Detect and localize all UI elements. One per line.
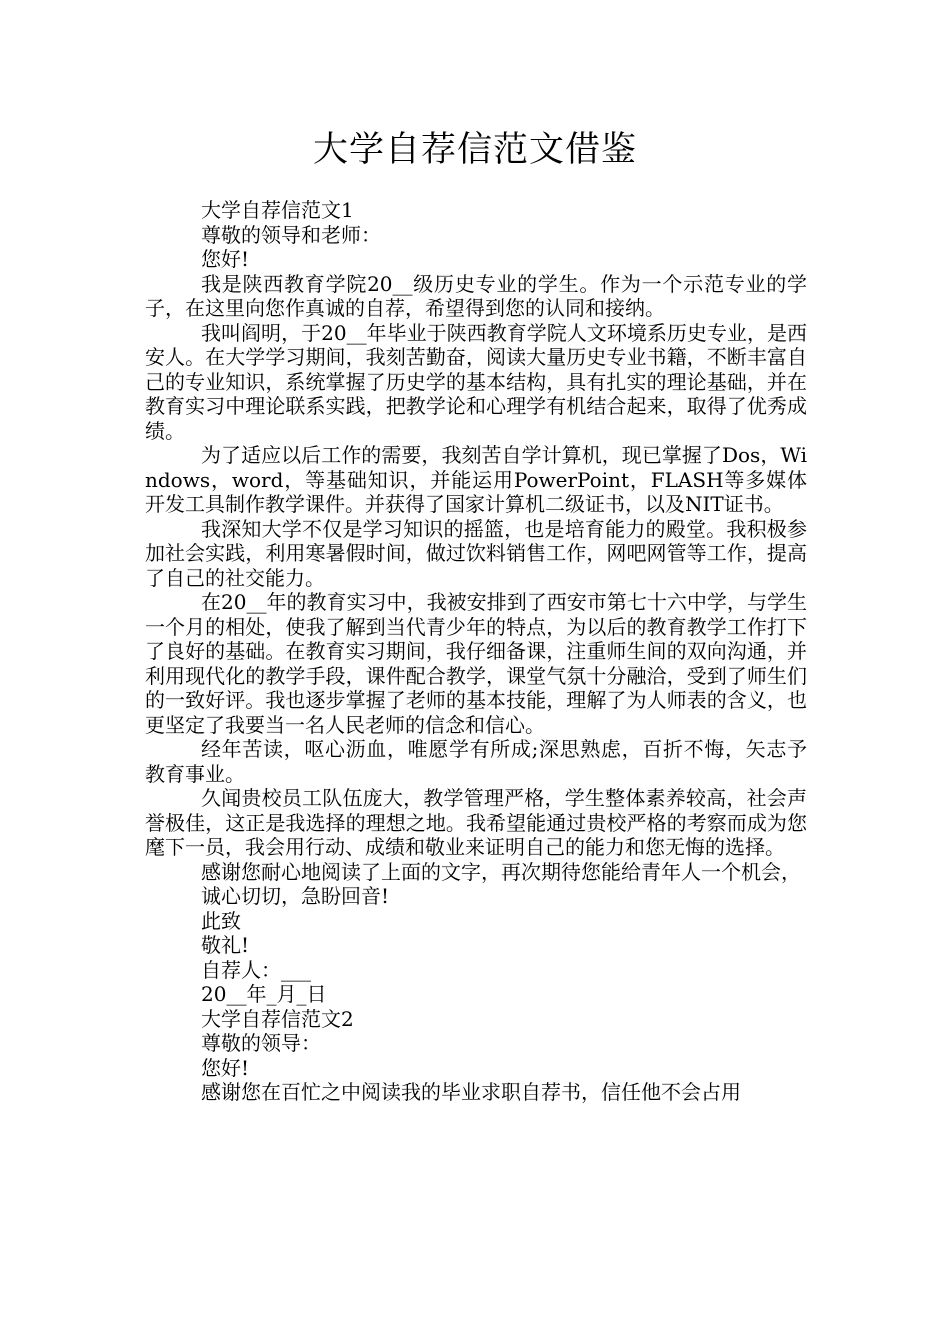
letter1-paragraph: 我是陕西教育学院20__级历史专业的学生。作为一个示范专业的学子，在这里向您作真诚的自荐，希望得到您的认同和接纳。 <box>145 271 807 320</box>
letter1-paragraph: 我叫阎明，于20__年毕业于陕西教育学院人文环境系历史专业，是西安人。在大学学习期间，我刻苦勤奋，阅读大量历史专业书籍，不断丰富自己的专业知识，系统掌握了历史学的基本结构，具有扎实的理论基础，并在教育实习中理论联系实践，把教学论和心理学有机结合起来，取得了优秀成绩。 <box>145 320 807 443</box>
letter2-greeting: 您好! <box>201 1055 250 1080</box>
document-body <box>145 198 807 1105</box>
letter2-heading: 大学自荐信范文2 <box>201 1006 354 1031</box>
letter1-signature: 自荐人：___ <box>201 957 311 982</box>
document-title: 大学自荐信范文借鉴 <box>312 130 637 170</box>
letter1-date: 20__年_月_日 <box>201 982 327 1006</box>
letter2-paragraph: 感谢您在百忙之中阅读我的毕业求职自荐书，信任他不会占用 <box>201 1080 741 1104</box>
letter1-salutation: 尊敬的领导和老师： <box>201 222 381 247</box>
letter1-paragraph: 久闻贵校员工队伍庞大，教学管理严格，学生整体素养较高，社会声誉极佳，这正是我选择的理想之地。我希望能通过贵校严格的考察而成为您麾下一员，我会用行动、成绩和敬业来证明自己的能力和您无悔的选择。 <box>145 786 807 859</box>
letter1-greeting: 您好! <box>201 247 250 271</box>
letter1-paragraph: 在20__年的教育实习中，我被安排到了西安市第七十六中学，与学生一个月的相处，使我了解到当代青少年的特点，为以后的教育教学工作打下了良好的基础。在教育实习期间，我仔细备课，注重师生间的双向沟通，并利用现代化的教学手段，课件配合教学，课堂气氛十分融洽，受到了师生们的一致好评。我也逐步掌握了老师的基本技能，理解了为人师表的含义，也更坚定了我要当一名人民老师的信念和信心。 <box>145 590 807 737</box>
letter1-heading: 大学自荐信范文1 <box>201 198 354 222</box>
letter1-closing-regards: 敬礼! <box>201 933 250 957</box>
letter1-paragraph: 为了适应以后工作的需要，我刻苦自学计算机，现已掌握了Dos，Windows，word，等基础知识，并能运用PowerPoint，FLASH等多媒体开发工具制作教学课件。并获得了国家计算机二级证书，以及NIT证书。 <box>145 443 807 516</box>
letter1-paragraph: 诚心切切，急盼回音! <box>201 884 390 908</box>
letter1-paragraph: 我深知大学不仅是学习知识的摇篮，也是培育能力的殿堂。我积极参加社会实践，利用寒暑假时间，做过饮料销售工作，网吧网管等工作，提高了自己的社交能力。 <box>145 516 807 590</box>
letter1-paragraph: 感谢您耐心地阅读了上面的文字，再次期待您能给青年人一个机会， <box>201 859 801 884</box>
letter1-closing: 此致 <box>201 908 241 933</box>
letter1-paragraph: 经年苦读，呕心沥血，唯愿学有所成;深思熟虑，百折不悔，矢志予教育事业。 <box>145 737 807 786</box>
letter2-salutation: 尊敬的领导： <box>201 1031 321 1055</box>
